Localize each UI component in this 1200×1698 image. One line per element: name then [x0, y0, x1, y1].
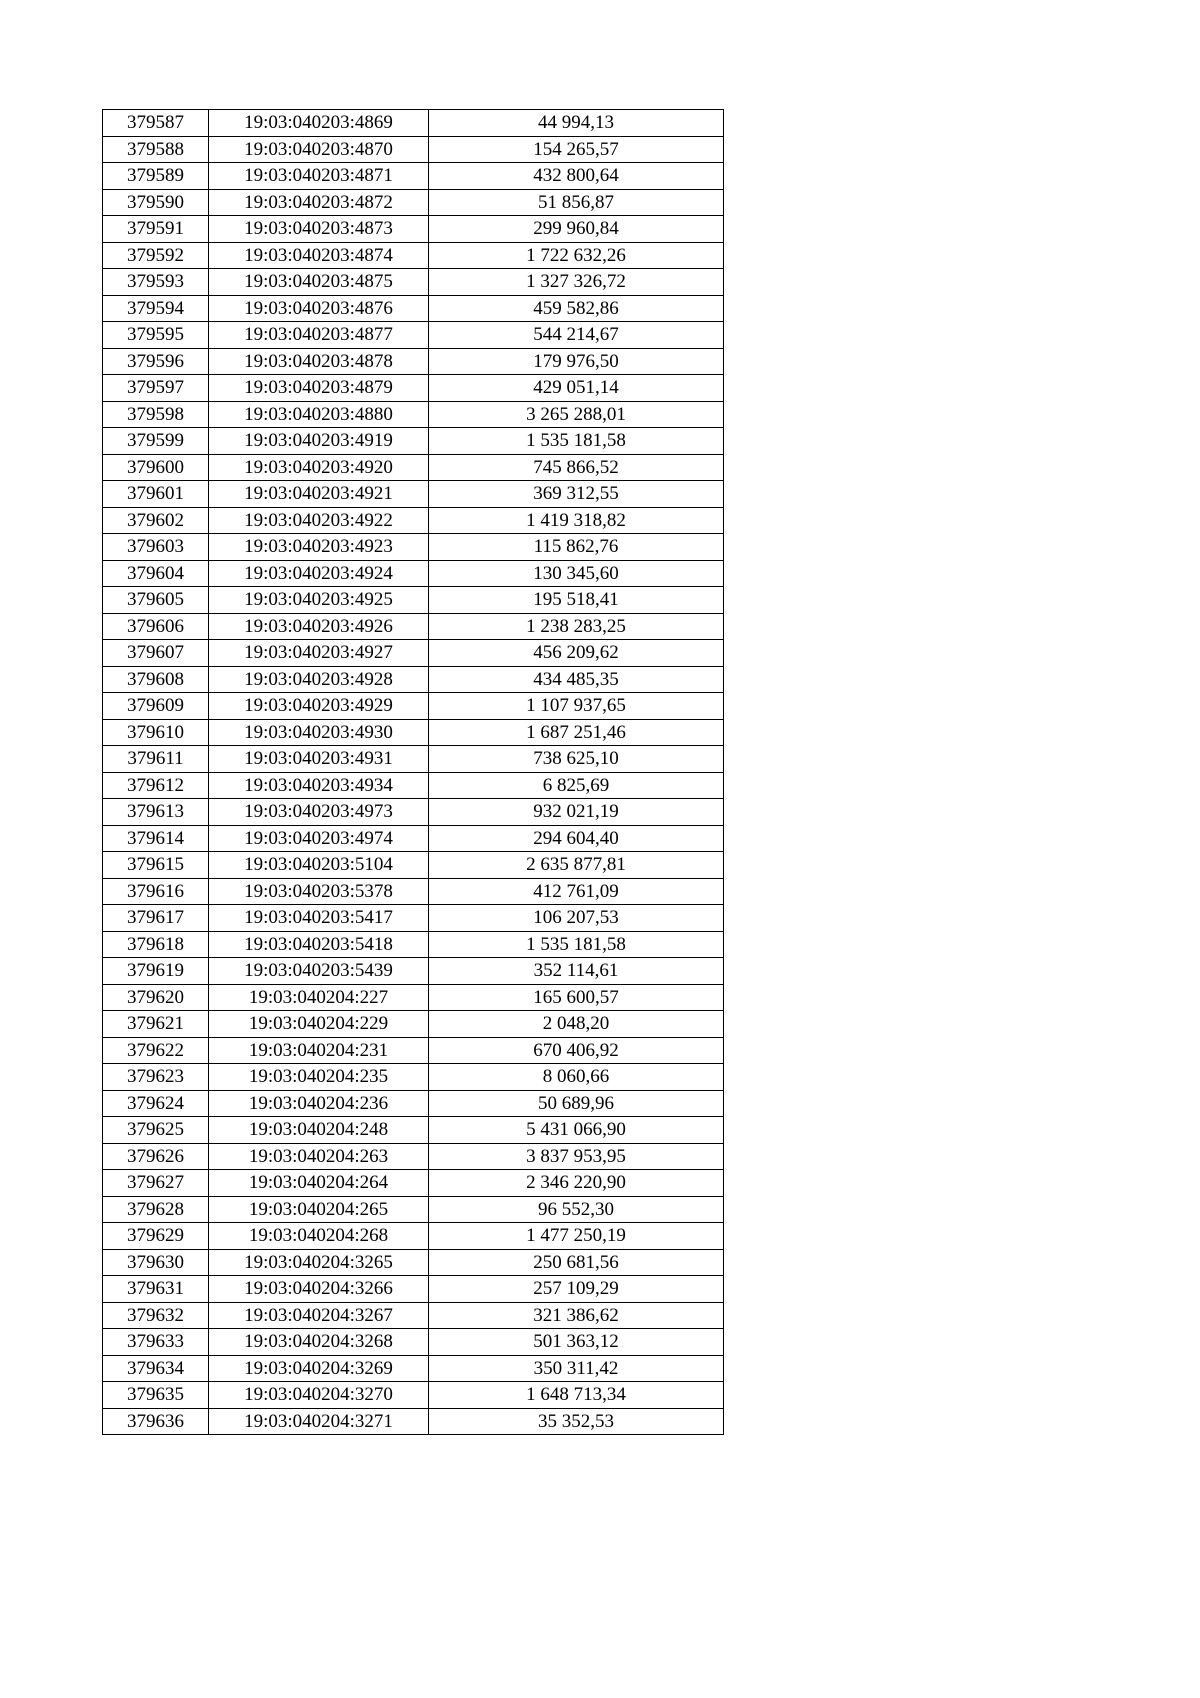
cadastral-number-cell: 19:03:040203:4872: [209, 189, 429, 216]
cadastral-value-cell: 1 327 326,72: [429, 269, 724, 296]
table-row: [103, 799, 724, 826]
cadastral-value-cell: 50 689,96: [429, 1090, 724, 1117]
row-number-cell: 379624: [103, 1090, 209, 1117]
cadastral-value-cell: 165 600,57: [429, 984, 724, 1011]
cadastral-value-cell: 412 761,09: [429, 878, 724, 905]
table-row: [103, 401, 724, 428]
cadastral-value-cell: 738 625,10: [429, 746, 724, 773]
cadastral-number-cell: 19:03:040203:4973: [209, 799, 429, 826]
row-number-cell: 379616: [103, 878, 209, 905]
table-row: [103, 1329, 724, 1356]
cadastral-number-cell: 19:03:040203:4931: [209, 746, 429, 773]
cadastral-value-cell: 352 114,61: [429, 958, 724, 985]
cadastral-number-cell: 19:03:040203:4869: [209, 110, 429, 137]
cadastral-value-cell: 6 825,69: [429, 772, 724, 799]
cadastral-number-cell: 19:03:040204:265: [209, 1196, 429, 1223]
cadastral-number-cell: 19:03:040204:3265: [209, 1249, 429, 1276]
cadastral-number-cell: 19:03:040204:227: [209, 984, 429, 1011]
cadastral-number-cell: 19:03:040203:5378: [209, 878, 429, 905]
table-row: [103, 560, 724, 587]
row-number-cell: 379590: [103, 189, 209, 216]
table-row: [103, 1064, 724, 1091]
row-number-cell: 379612: [103, 772, 209, 799]
table-row: [103, 772, 724, 799]
cadastral-number-cell: 19:03:040203:4874: [209, 242, 429, 269]
cadastral-value-cell: 2 048,20: [429, 1011, 724, 1038]
cadastral-value-cell: 670 406,92: [429, 1037, 724, 1064]
cadastral-value-cell: 106 207,53: [429, 905, 724, 932]
table-row: [103, 136, 724, 163]
cadastral-number-cell: 19:03:040203:4930: [209, 719, 429, 746]
cadastral-number-cell: 19:03:040203:4974: [209, 825, 429, 852]
cadastral-value-cell: 115 862,76: [429, 534, 724, 561]
cadastral-value-cell: 1 419 318,82: [429, 507, 724, 534]
row-number-cell: 379625: [103, 1117, 209, 1144]
table-row: [103, 1355, 724, 1382]
row-number-cell: 379592: [103, 242, 209, 269]
table-row: [103, 428, 724, 455]
cadastral-number-cell: 19:03:040204:3270: [209, 1382, 429, 1409]
table-row: [103, 1090, 724, 1117]
row-number-cell: 379617: [103, 905, 209, 932]
row-number-cell: 379613: [103, 799, 209, 826]
row-number-cell: 379602: [103, 507, 209, 534]
row-number-cell: 379588: [103, 136, 209, 163]
cadastral-value-cell: 932 021,19: [429, 799, 724, 826]
table-row: [103, 1196, 724, 1223]
cadastral-number-cell: 19:03:040204:268: [209, 1223, 429, 1250]
table-row: [103, 693, 724, 720]
cadastral-value-cell: 429 051,14: [429, 375, 724, 402]
row-number-cell: 379596: [103, 348, 209, 375]
table-row: [103, 905, 724, 932]
row-number-cell: 379629: [103, 1223, 209, 1250]
cadastral-number-cell: 19:03:040203:5417: [209, 905, 429, 932]
cadastral-value-cell: 1 722 632,26: [429, 242, 724, 269]
cadastral-number-cell: 19:03:040203:4928: [209, 666, 429, 693]
table-row: [103, 1117, 724, 1144]
table-row: [103, 216, 724, 243]
cadastral-value-cell: 179 976,50: [429, 348, 724, 375]
row-number-cell: 379636: [103, 1408, 209, 1435]
cadastral-number-cell: 19:03:040203:5439: [209, 958, 429, 985]
table-row: [103, 746, 724, 773]
cadastral-number-cell: 19:03:040203:4925: [209, 587, 429, 614]
row-number-cell: 379634: [103, 1355, 209, 1382]
cadastral-value-cell: 1 107 937,65: [429, 693, 724, 720]
row-number-cell: 379608: [103, 666, 209, 693]
table-body: [103, 110, 724, 1435]
table-row: [103, 1170, 724, 1197]
row-number-cell: 379589: [103, 163, 209, 190]
cadastral-number-cell: 19:03:040204:3269: [209, 1355, 429, 1382]
row-number-cell: 379599: [103, 428, 209, 455]
row-number-cell: 379621: [103, 1011, 209, 1038]
row-number-cell: 379626: [103, 1143, 209, 1170]
cadastral-value-cell: 8 060,66: [429, 1064, 724, 1091]
table-row: [103, 984, 724, 1011]
row-number-cell: 379619: [103, 958, 209, 985]
cadastral-value-cell: 5 431 066,90: [429, 1117, 724, 1144]
cadastral-value-table: [102, 109, 724, 1435]
table-row: [103, 1037, 724, 1064]
row-number-cell: 379591: [103, 216, 209, 243]
row-number-cell: 379630: [103, 1249, 209, 1276]
row-number-cell: 379604: [103, 560, 209, 587]
cadastral-value-cell: 250 681,56: [429, 1249, 724, 1276]
table-row: [103, 375, 724, 402]
cadastral-number-cell: 19:03:040204:229: [209, 1011, 429, 1038]
row-number-cell: 379610: [103, 719, 209, 746]
cadastral-value-cell: 321 386,62: [429, 1302, 724, 1329]
table-row: [103, 931, 724, 958]
table-row: [103, 1302, 724, 1329]
table-row: [103, 481, 724, 508]
cadastral-value-cell: 35 352,53: [429, 1408, 724, 1435]
table-row: [103, 110, 724, 137]
cadastral-value-cell: 44 994,13: [429, 110, 724, 137]
cadastral-number-cell: 19:03:040204:236: [209, 1090, 429, 1117]
cadastral-number-cell: 19:03:040204:263: [209, 1143, 429, 1170]
table-row: [103, 269, 724, 296]
table-row: [103, 1408, 724, 1435]
cadastral-number-cell: 19:03:040203:4927: [209, 640, 429, 667]
cadastral-value-cell: 3 837 953,95: [429, 1143, 724, 1170]
table-row: [103, 587, 724, 614]
cadastral-value-cell: 501 363,12: [429, 1329, 724, 1356]
cadastral-number-cell: 19:03:040204:231: [209, 1037, 429, 1064]
cadastral-value-cell: 299 960,84: [429, 216, 724, 243]
cadastral-value-cell: 1 687 251,46: [429, 719, 724, 746]
cadastral-value-cell: 2 635 877,81: [429, 852, 724, 879]
table-row: [103, 1223, 724, 1250]
cadastral-number-cell: 19:03:040203:4873: [209, 216, 429, 243]
cadastral-number-cell: 19:03:040203:4880: [209, 401, 429, 428]
table-row: [103, 322, 724, 349]
row-number-cell: 379609: [103, 693, 209, 720]
table-row: [103, 242, 724, 269]
cadastral-value-cell: 257 109,29: [429, 1276, 724, 1303]
cadastral-number-cell: 19:03:040203:4934: [209, 772, 429, 799]
row-number-cell: 379615: [103, 852, 209, 879]
row-number-cell: 379607: [103, 640, 209, 667]
cadastral-number-cell: 19:03:040203:4921: [209, 481, 429, 508]
row-number-cell: 379605: [103, 587, 209, 614]
cadastral-number-cell: 19:03:040203:4879: [209, 375, 429, 402]
table-row: [103, 454, 724, 481]
cadastral-value-cell: 130 345,60: [429, 560, 724, 587]
row-number-cell: 379622: [103, 1037, 209, 1064]
cadastral-number-cell: 19:03:040203:4875: [209, 269, 429, 296]
cadastral-number-cell: 19:03:040204:235: [209, 1064, 429, 1091]
row-number-cell: 379606: [103, 613, 209, 640]
row-number-cell: 379594: [103, 295, 209, 322]
table-row: [103, 1143, 724, 1170]
row-number-cell: 379595: [103, 322, 209, 349]
table-row: [103, 719, 724, 746]
cadastral-number-cell: 19:03:040204:264: [209, 1170, 429, 1197]
row-number-cell: 379635: [103, 1382, 209, 1409]
cadastral-value-cell: 1 477 250,19: [429, 1223, 724, 1250]
cadastral-value-cell: 544 214,67: [429, 322, 724, 349]
table-row: [103, 640, 724, 667]
cadastral-number-cell: 19:03:040203:5104: [209, 852, 429, 879]
cadastral-number-cell: 19:03:040203:4870: [209, 136, 429, 163]
table-row: [103, 1276, 724, 1303]
cadastral-value-cell: 350 311,42: [429, 1355, 724, 1382]
cadastral-number-cell: 19:03:040203:4926: [209, 613, 429, 640]
cadastral-value-cell: 1 238 283,25: [429, 613, 724, 640]
cadastral-number-cell: 19:03:040203:4919: [209, 428, 429, 455]
cadastral-number-cell: 19:03:040203:4923: [209, 534, 429, 561]
cadastral-value-cell: 2 346 220,90: [429, 1170, 724, 1197]
table-row: [103, 878, 724, 905]
cadastral-value-cell: 154 265,57: [429, 136, 724, 163]
row-number-cell: 379597: [103, 375, 209, 402]
cadastral-number-cell: 19:03:040203:4920: [209, 454, 429, 481]
cadastral-number-cell: 19:03:040203:4878: [209, 348, 429, 375]
cadastral-value-cell: 369 312,55: [429, 481, 724, 508]
cadastral-value-cell: 1 648 713,34: [429, 1382, 724, 1409]
row-number-cell: 379601: [103, 481, 209, 508]
cadastral-number-cell: 19:03:040203:4877: [209, 322, 429, 349]
cadastral-value-cell: 1 535 181,58: [429, 931, 724, 958]
row-number-cell: 379618: [103, 931, 209, 958]
table-row: [103, 189, 724, 216]
row-number-cell: 379603: [103, 534, 209, 561]
table-row: [103, 348, 724, 375]
table-row: [103, 295, 724, 322]
row-number-cell: 379632: [103, 1302, 209, 1329]
row-number-cell: 379628: [103, 1196, 209, 1223]
cadastral-value-cell: 3 265 288,01: [429, 401, 724, 428]
table-row: [103, 507, 724, 534]
row-number-cell: 379633: [103, 1329, 209, 1356]
table-row: [103, 958, 724, 985]
row-number-cell: 379623: [103, 1064, 209, 1091]
cadastral-value-cell: 456 209,62: [429, 640, 724, 667]
cadastral-value-cell: 294 604,40: [429, 825, 724, 852]
table-row: [103, 825, 724, 852]
row-number-cell: 379611: [103, 746, 209, 773]
cadastral-number-cell: 19:03:040203:4876: [209, 295, 429, 322]
cadastral-number-cell: 19:03:040203:5418: [209, 931, 429, 958]
cadastral-number-cell: 19:03:040203:4871: [209, 163, 429, 190]
cadastral-number-cell: 19:03:040204:3266: [209, 1276, 429, 1303]
cadastral-value-cell: 459 582,86: [429, 295, 724, 322]
cadastral-value-cell: 96 552,30: [429, 1196, 724, 1223]
cadastral-value-cell: 195 518,41: [429, 587, 724, 614]
cadastral-number-cell: 19:03:040203:4922: [209, 507, 429, 534]
table-row: [103, 852, 724, 879]
cadastral-value-cell: 51 856,87: [429, 189, 724, 216]
cadastral-value-cell: 432 800,64: [429, 163, 724, 190]
row-number-cell: 379587: [103, 110, 209, 137]
row-number-cell: 379614: [103, 825, 209, 852]
table-row: [103, 613, 724, 640]
row-number-cell: 379631: [103, 1276, 209, 1303]
cadastral-number-cell: 19:03:040203:4929: [209, 693, 429, 720]
cadastral-number-cell: 19:03:040204:248: [209, 1117, 429, 1144]
cadastral-value-cell: 745 866,52: [429, 454, 724, 481]
cadastral-number-cell: 19:03:040203:4924: [209, 560, 429, 587]
row-number-cell: 379627: [103, 1170, 209, 1197]
cadastral-number-cell: 19:03:040204:3271: [209, 1408, 429, 1435]
cadastral-number-cell: 19:03:040204:3267: [209, 1302, 429, 1329]
cadastral-value-cell: 434 485,35: [429, 666, 724, 693]
cadastral-value-cell: 1 535 181,58: [429, 428, 724, 455]
table-row: [103, 666, 724, 693]
row-number-cell: 379593: [103, 269, 209, 296]
table-row: [103, 163, 724, 190]
row-number-cell: 379600: [103, 454, 209, 481]
table-row: [103, 1382, 724, 1409]
row-number-cell: 379620: [103, 984, 209, 1011]
table-row: [103, 534, 724, 561]
cadastral-number-cell: 19:03:040204:3268: [209, 1329, 429, 1356]
table-row: [103, 1011, 724, 1038]
row-number-cell: 379598: [103, 401, 209, 428]
table-row: [103, 1249, 724, 1276]
